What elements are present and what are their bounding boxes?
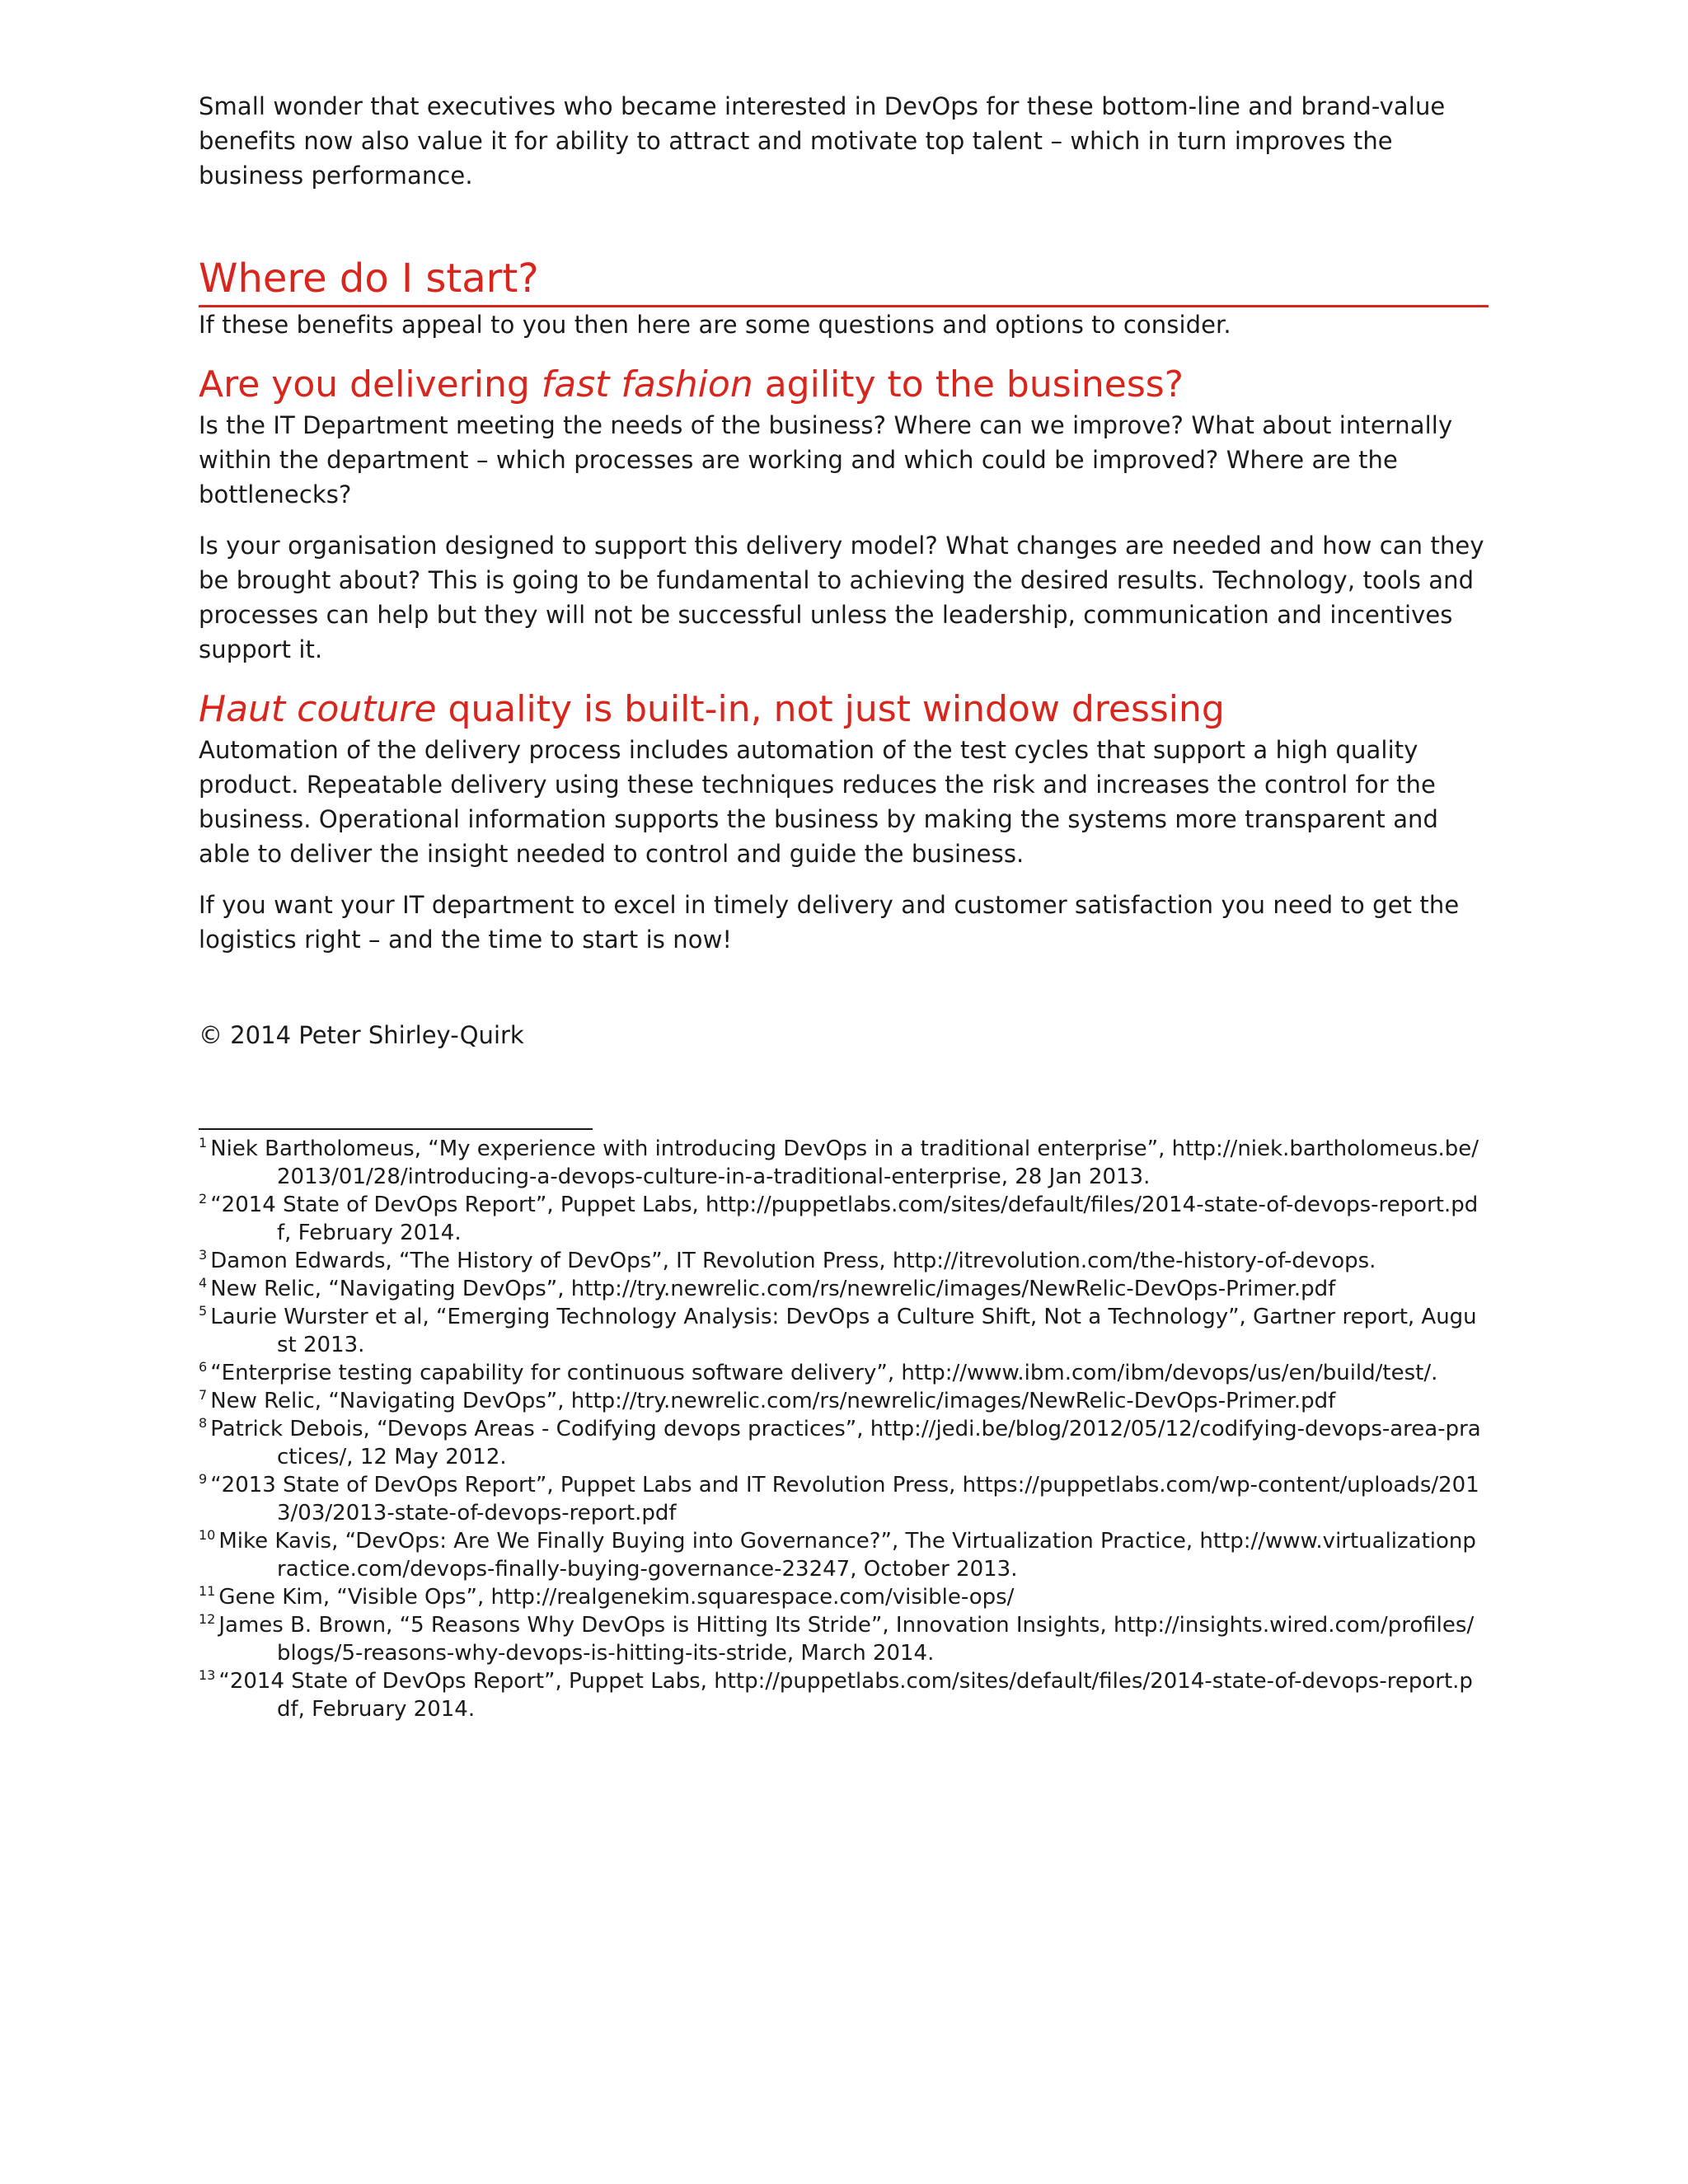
subheading-haut-couture (199, 687, 1484, 733)
footnote-divider (199, 1128, 593, 1130)
document-page (199, 89, 1484, 1723)
footnote-number: 7 (199, 1387, 208, 1403)
footnote-item (199, 1667, 1484, 1723)
footnote-number: 8 (199, 1415, 208, 1431)
footnote-item (199, 1583, 1484, 1611)
opening-paragraph: Small wonder that executives who became interested in DevOps for these bottom-line and brand-value benefits now also value it for ability to attract and motivate top talent – which in turn improves the business performance. (199, 92, 1446, 190)
footnote-item (199, 1359, 1484, 1387)
section-heading: Where do I start? (199, 255, 539, 302)
footnote-number: 4 (199, 1275, 208, 1291)
footnote-item (199, 1135, 1484, 1191)
footnote-number: 5 (199, 1303, 208, 1319)
footnote-item (199, 1191, 1484, 1247)
footnotes-list (199, 1135, 1484, 1723)
section-intro: If these benefits appeal to you then here are some questions and options to consider. (199, 311, 1231, 339)
footnote-text: New Relic, “Navigating DevOps”, http://try.newrelic.com/rs/newrelic/images/NewRelic-DevOps-Primer.pdf (210, 1389, 1336, 1413)
section-heading-wrapper (199, 254, 1489, 307)
subheading-fast-fashion (199, 362, 1484, 408)
paragraph-conclusion: If you want your IT department to excel in timely delivery and customer satisfaction you need to get the logistics right – and the time to start is now! (199, 891, 1460, 954)
subheading-fast-fashion-italic: fast fashion (541, 363, 753, 405)
footnote-item (199, 1415, 1484, 1471)
footnote-item (199, 1303, 1484, 1359)
footnote-text: Patrick Debois, “Devops Areas - Codifying devops practices”, http://jedi.be/blog/2012/05/12/codifying-devops-area-practices/, 12 May 2012. (210, 1417, 1481, 1469)
footnote-number: 10 (199, 1527, 216, 1543)
footnote-number: 3 (199, 1247, 208, 1263)
footnote-text: Niek Bartholomeus, “My experience with introducing DevOps in a traditional enterprise”, http://niek.bartholomeus.be/2013/01/28/introducing-a-devops-culture-in-a-traditional-enterprise, 28 Jan 2013. (210, 1137, 1479, 1189)
footnote-item (199, 1527, 1484, 1583)
footnote-text: New Relic, “Navigating DevOps”, http://try.newrelic.com/rs/newrelic/images/NewRelic-DevOps-Primer.pdf (210, 1277, 1336, 1301)
footnote-number: 13 (199, 1667, 216, 1683)
footnote-number: 1 (199, 1135, 208, 1151)
footnote-item (199, 1387, 1484, 1415)
subheading-haut-couture-post: quality is built-in, not just window dressing (436, 688, 1225, 730)
paragraph-organisation: Is your organisation designed to support this delivery model? What changes are needed and how can they be brought about? This is going to be fundamental to achieving the desired results. Technology, tools and processes can help but they will not be successful unless the leadership, communication and incentives support it. (199, 532, 1484, 663)
footnote-number: 11 (199, 1583, 216, 1599)
footnote-text: Mike Kavis, “DevOps: Are We Finally Buying into Governance?”, The Virtualization Practice, http://www.virtualizationpractice.com/devops-finally-buying-governance-23247, October 2013. (218, 1529, 1476, 1582)
footnote-text: James B. Brown, “5 Reasons Why DevOps is Hitting Its Stride”, Innovation Insights, http://insights.wired.com/profiles/blogs/5-reasons-why-devops-is-hitting-its-stride, March 2014. (218, 1613, 1475, 1666)
footnote-item (199, 1247, 1484, 1275)
paragraph-automation: Automation of the delivery process includes automation of the test cycles that support a high quality product. Repeatable delivery using these techniques reduces the risk and increases the control for the business. Operational information supports the business by making the systems more transparent and able to deliver the insight needed to control and guide the business. (199, 736, 1439, 868)
footnote-number: 12 (199, 1611, 216, 1627)
footnote-item (199, 1275, 1484, 1303)
footnote-item (199, 1611, 1484, 1667)
footnote-text: Damon Edwards, “The History of DevOps”, IT Revolution Press, http://itrevolution.com/the-history-of-devops. (210, 1249, 1376, 1273)
footnote-number: 6 (199, 1359, 208, 1375)
footnote-text: “2014 State of DevOps Report”, Puppet Labs, http://puppetlabs.com/sites/default/files/2014-state-of-devops-report.pdf, February 2014. (210, 1193, 1479, 1245)
copyright-notice: © 2014 Peter Shirley-Quirk (199, 1021, 524, 1049)
subheading-haut-couture-italic: Haut couture (199, 688, 437, 730)
subheading-fast-fashion-pre: Are you delivering (199, 363, 542, 405)
footnote-item (199, 1471, 1484, 1527)
subheading-fast-fashion-post: agility to the business? (753, 363, 1184, 405)
footnote-text: “2013 State of DevOps Report”, Puppet Labs and IT Revolution Press, https://puppetlabs.com/wp-content/uploads/2013/03/2013-state-of-devops-report.pdf (210, 1473, 1479, 1526)
paragraph-it-department: Is the IT Department meeting the needs of the business? Where can we improve? What about internally within the department – which processes are working and which could be improved? Where are the bottlenecks? (199, 411, 1453, 509)
footnote-number: 2 (199, 1191, 208, 1207)
footnote-text: Laurie Wurster et al, “Emerging Technology Analysis: DevOps a Culture Shift, Not a Technology”, Gartner report, August 2013. (210, 1305, 1477, 1357)
footnote-text: Gene Kim, “Visible Ops”, http://realgenekim.squarespace.com/visible-ops/ (218, 1585, 1015, 1610)
footnote-text: “2014 State of DevOps Report”, Puppet Labs, http://puppetlabs.com/sites/default/files/2014-state-of-devops-report.pdf, February 2014. (218, 1669, 1473, 1722)
footnote-text: “Enterprise testing capability for continuous software delivery”, http://www.ibm.com/ibm/devops/us/en/build/test/. (210, 1361, 1438, 1385)
footnote-number: 9 (199, 1471, 208, 1487)
